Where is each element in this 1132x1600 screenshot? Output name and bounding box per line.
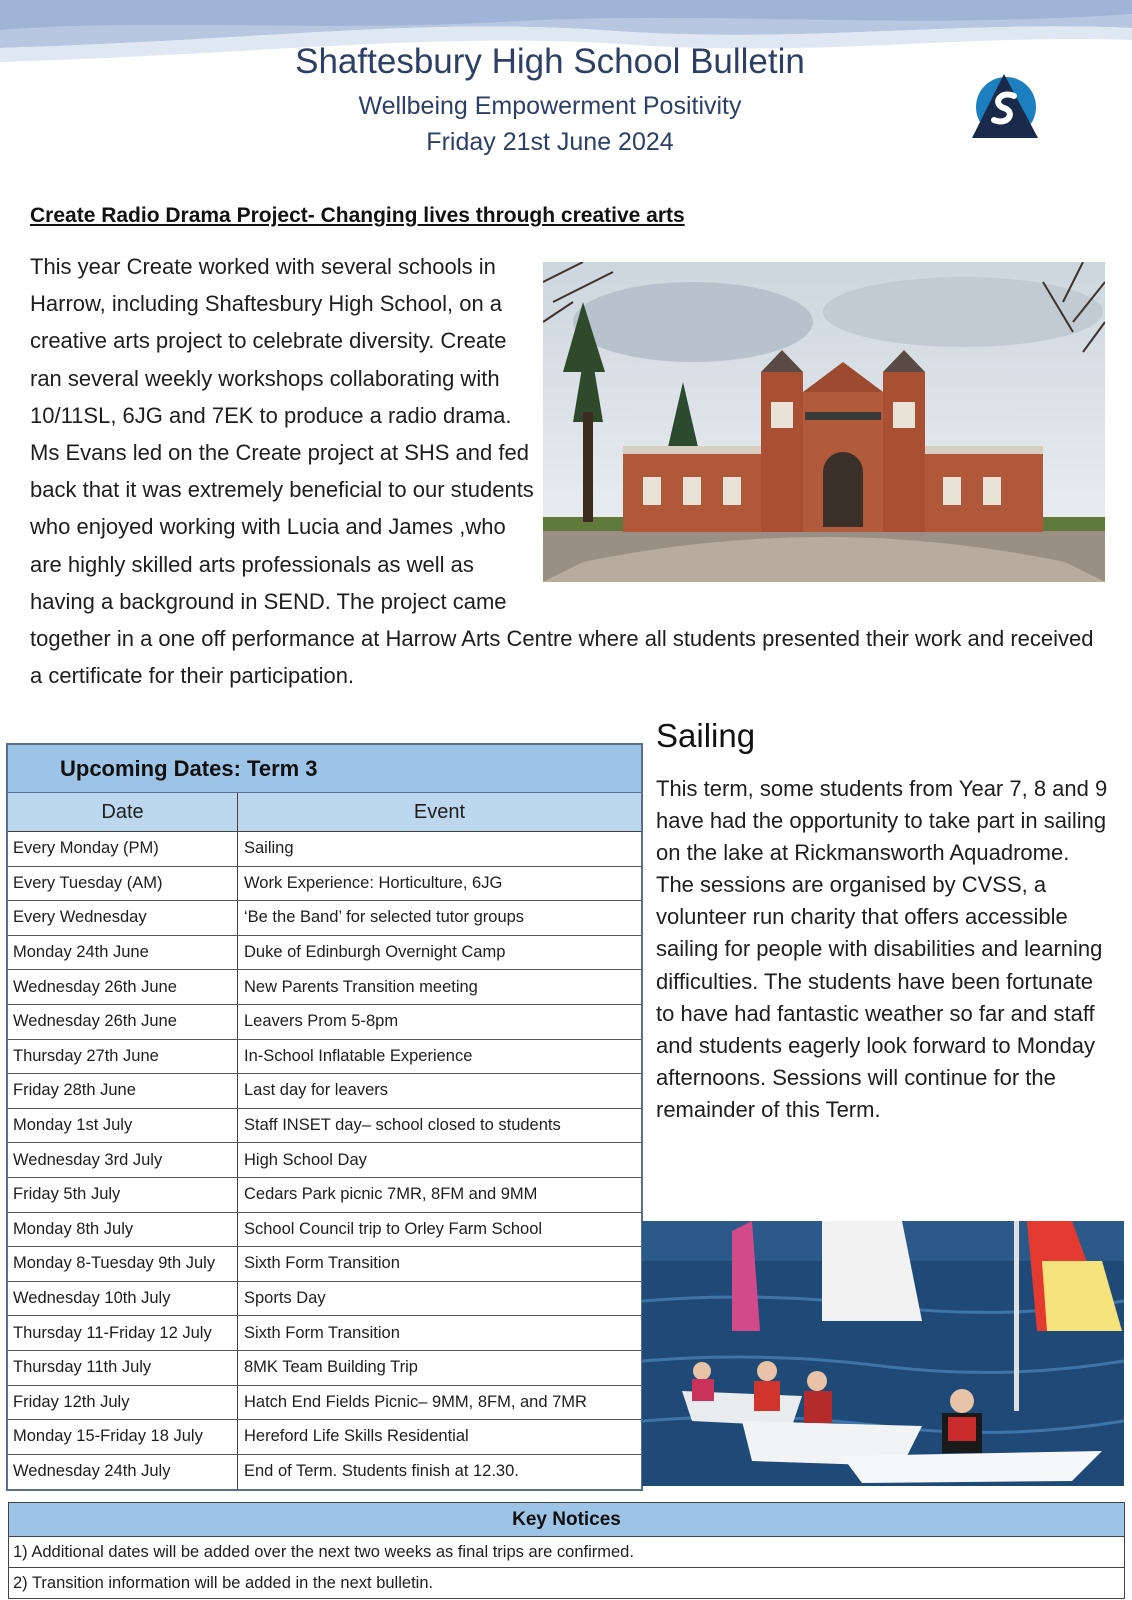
event-cell: New Parents Transition meeting (244, 977, 478, 996)
event-cell: Sports Day (244, 1289, 326, 1308)
sailing-heading: Sailing (656, 717, 756, 754)
date-cell: Every Wednesday (8, 901, 238, 935)
date-cell: Wednesday 24th July (8, 1455, 238, 1490)
article-heading: Create Radio Drama Project- Changing lives through creative arts (30, 204, 685, 227)
event-cell: Hereford Life Skills Residential (244, 1427, 469, 1446)
table-row (8, 1074, 641, 1109)
date-cell: Wednesday 26th June (8, 1005, 238, 1039)
date-cell: Monday 15-Friday 18 July (8, 1420, 238, 1454)
event-cell: Hatch End Fields Picnic– 9MM, 8FM, and 7MR (244, 1392, 587, 1411)
date-cell: Wednesday 26th June (8, 970, 238, 1004)
table-row (8, 1455, 641, 1490)
table-row (8, 970, 641, 1005)
date-cell: Monday 8th July (8, 1213, 238, 1247)
bulletin-title: Shaftesbury High School Bulletin (295, 42, 805, 81)
date-cell: Wednesday 10th July (8, 1282, 238, 1316)
table-row (8, 1282, 641, 1317)
table-row (8, 1178, 641, 1213)
notice-item: 2) Transition information will be added in the next bulletin. (13, 1574, 434, 1592)
date-cell: Friday 5th July (8, 1178, 238, 1212)
event-cell: Duke of Edinburgh Overnight Camp (244, 943, 506, 962)
date-cell: Thursday 27th June (8, 1040, 238, 1074)
event-cell: Work Experience: Horticulture, 6JG (244, 873, 503, 892)
event-cell: Sixth Form Transition (244, 1254, 400, 1273)
table-row (8, 832, 641, 867)
column-header-event: Event (413, 800, 466, 823)
table-row (8, 1213, 641, 1248)
table-row (8, 901, 641, 936)
bulletin-tagline: Wellbeing Empowerment Positivity (358, 92, 742, 120)
date-cell: Monday 8-Tuesday 9th July (8, 1247, 238, 1281)
table-row (8, 1316, 641, 1351)
table-row (8, 1351, 641, 1386)
date-cell: Friday 12th July (8, 1386, 238, 1420)
date-cell: Monday 1st July (8, 1109, 238, 1143)
table-row (8, 936, 641, 971)
table-row (8, 1005, 641, 1040)
table-row (8, 1420, 641, 1455)
town-hall-photo (543, 262, 1105, 582)
article-text: This year Create worked with several schools in Harrow, including Shaftesbury High School, on a creative arts project to celebrate diversity. Create ran several weekly workshops collaborating with 10/11SL, 6JG and 7EK to produce a radio drama. Ms Evans led on the Create project at SHS and fed back that it was extremely beneficial to our students who enjoyed working with Lucia and James ,who are highly skilled arts professionals as well as having a background in SEND. The project came together in a one off performance at Harrow Arts Centre where all students presented their work and received a certificate for their participation. (30, 254, 1094, 689)
event-cell: High School Day (244, 1150, 367, 1169)
event-cell: In-School Inflatable Experience (244, 1046, 473, 1065)
table-row (8, 1040, 641, 1075)
key-notices-title: Key Notices (9, 1503, 1124, 1537)
event-cell: School Council trip to Orley Farm School (244, 1219, 543, 1238)
event-cell: Cedars Park picnic 7MR, 8FM and 9MM (244, 1185, 538, 1204)
sailing-photo (642, 1221, 1124, 1486)
bulletin-date: Friday 21st June 2024 (426, 128, 674, 156)
table-row (8, 1143, 641, 1178)
event-cell: End of Term. Students finish at 12.30. (244, 1462, 519, 1481)
event-cell: Staff INSET day– school closed to students (244, 1116, 561, 1135)
article-body (30, 248, 1105, 694)
event-cell: ‘Be the Band’ for selected tutor groups (244, 908, 525, 927)
key-notices-box (8, 1502, 1125, 1599)
event-cell: 8MK Team Building Trip (244, 1358, 418, 1377)
event-cell: Last day for leavers (244, 1081, 388, 1100)
upcoming-dates-table (6, 743, 643, 1491)
date-cell: Thursday 11-Friday 12 July (8, 1316, 238, 1350)
event-cell: Sixth Form Transition (244, 1323, 400, 1342)
table-row (8, 1109, 641, 1144)
notice-item: 1) Additional dates will be added over the next two weeks as final trips are confirmed. (9, 1537, 1124, 1568)
school-logo-icon (970, 70, 1040, 140)
upcoming-dates-title: Upcoming Dates: Term 3 (8, 745, 641, 793)
date-cell: Wednesday 3rd July (8, 1143, 238, 1177)
date-cell: Friday 28th June (8, 1074, 238, 1108)
date-cell: Every Monday (PM) (8, 832, 238, 866)
upcoming-dates-column-headers (8, 793, 641, 832)
table-row (8, 867, 641, 902)
table-row (8, 1386, 641, 1421)
column-header-date: Date (8, 793, 238, 831)
event-cell: Leavers Prom 5-8pm (244, 1012, 399, 1031)
date-cell: Monday 24th June (8, 936, 238, 970)
table-row (8, 1247, 641, 1282)
date-cell: Every Tuesday (AM) (8, 867, 238, 901)
upcoming-dates-rows (8, 832, 641, 1489)
date-cell: Thursday 11th July (8, 1351, 238, 1385)
event-cell: Sailing (244, 839, 294, 858)
sailing-body: This term, some students from Year 7, 8 and 9 have had the opportunity to take part in sailing on the lake at Rickmansworth Aquadrome. The sessions are organised by CVSS, a volunteer run charity that offers accessible sailing for people with disabilities and learning difficulties. The students have been fortunate to have had fantastic weather so far and staff and students eagerly look forward to Monday afternoons. Sessions will continue for the remainder of this Term. (656, 776, 1108, 1122)
